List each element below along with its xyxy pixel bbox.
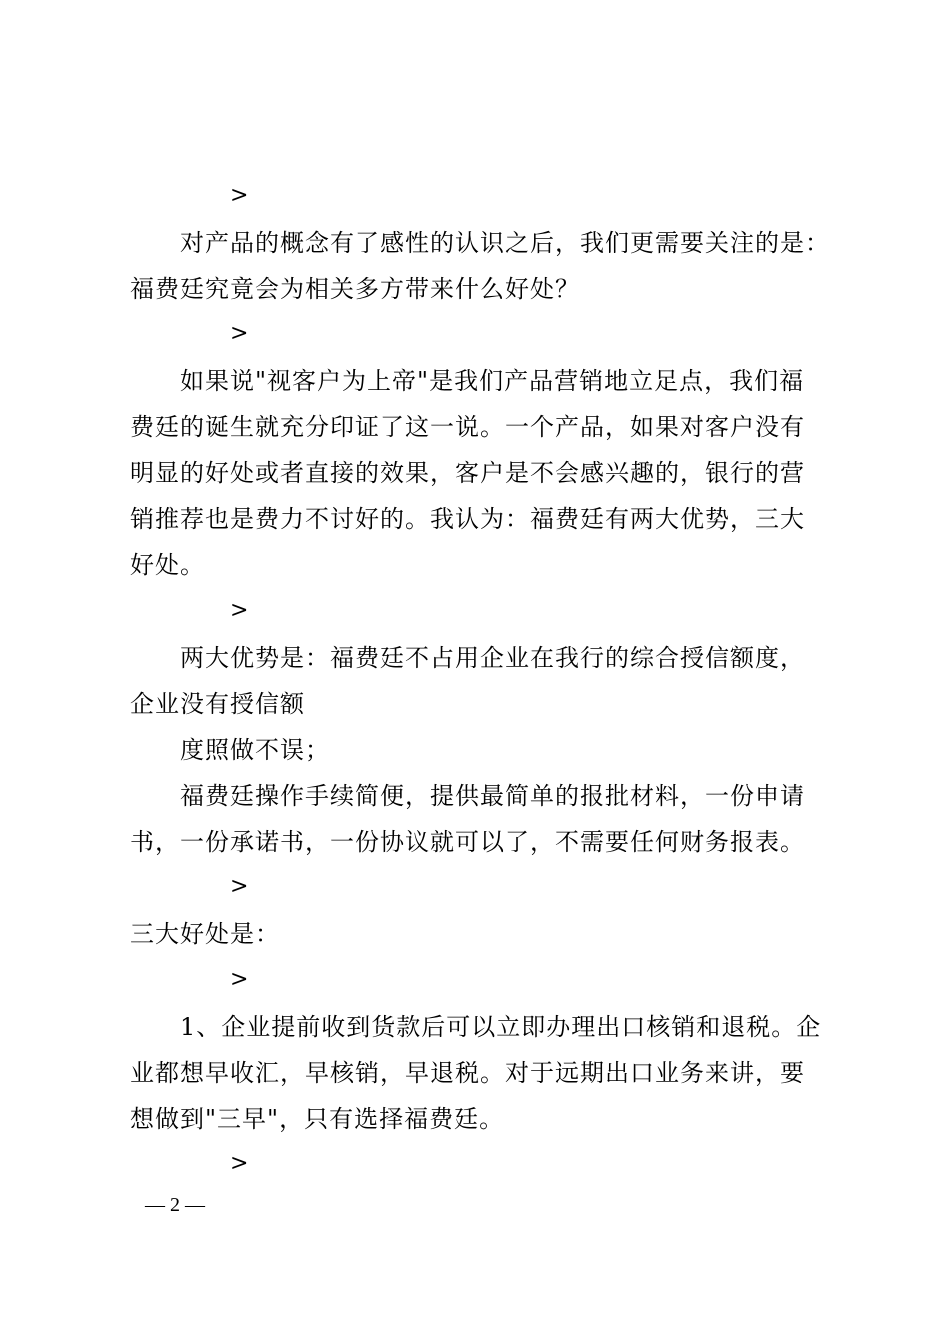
paragraph-line: 如果说"视客户为上帝"是我们产品营销地立足点，我们福 <box>180 367 805 395</box>
paragraph-line: 业都想早收汇，早核销，早退税。对于远期出口业务来讲，要 <box>130 1059 805 1087</box>
paragraph-line: 销推荐也是费力不讨好的。我认为：福费廷有两大优势，三大 <box>130 505 805 533</box>
paragraph-line: 三大好处是： <box>130 920 280 948</box>
paragraph-line: 福费廷究竟会为相关多方带来什么好处？ <box>130 275 580 303</box>
arrow-marker: > <box>230 598 249 623</box>
arrow-marker: > <box>230 874 249 899</box>
arrow-marker: > <box>230 967 249 992</box>
arrow-marker: > <box>230 321 249 346</box>
paragraph-line: 度照做不误； <box>180 736 330 764</box>
paragraph-line: 对产品的概念有了感性的认识之后，我们更需要关注的是： <box>180 229 830 257</box>
paragraph-line: 费廷的诞生就充分印证了这一说。一个产品，如果对客户没有 <box>130 413 805 441</box>
paragraph-line: 1、企业提前收到货款后可以立即办理出口核销和退税。企 <box>180 1013 822 1041</box>
paragraph-line: 企业没有授信额 <box>130 690 305 718</box>
paragraph-line: 好处。 <box>130 551 205 579</box>
arrow-marker: > <box>230 183 249 208</box>
paragraph-line: 书，一份承诺书，一份协议就可以了，不需要任何财务报表。 <box>130 828 805 856</box>
paragraph-line: 想做到"三早"，只有选择福费廷。 <box>130 1105 505 1133</box>
paragraph-line: 福费廷操作手续简便，提供最简单的报批材料，一份申请 <box>180 782 805 810</box>
paragraph-line: 两大优势是：福费廷不占用企业在我行的综合授信额度， <box>180 644 805 672</box>
page-number: — 2 — <box>145 1194 205 1216</box>
arrow-marker: > <box>230 1151 249 1176</box>
paragraph-line: 明显的好处或者直接的效果，客户是不会感兴趣的，银行的营 <box>130 459 805 487</box>
